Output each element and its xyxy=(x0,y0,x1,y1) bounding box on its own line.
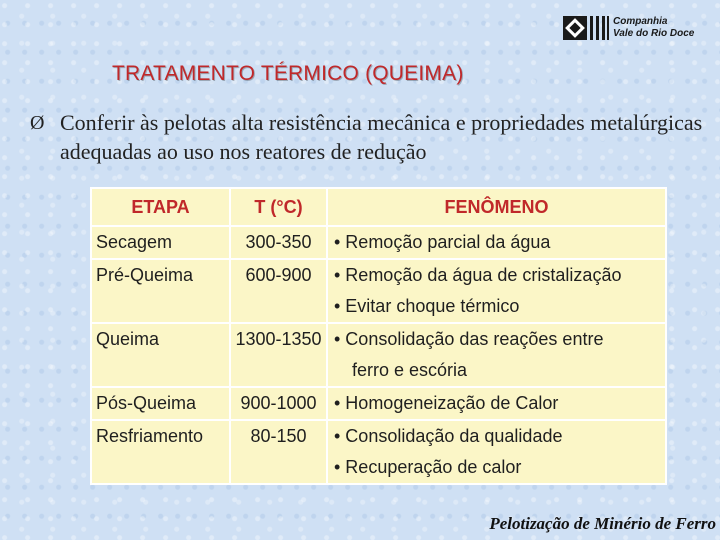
stage-cell xyxy=(91,420,230,484)
phenomenon-cell xyxy=(327,323,666,387)
bullet-point xyxy=(30,108,710,166)
phenomenon-cell xyxy=(327,226,666,259)
logo-diamond-icon xyxy=(563,16,587,40)
footer-caption: Pelotização de Minério de Ferro xyxy=(489,514,716,533)
stage-text: Resfriamento xyxy=(96,426,204,446)
temp-text: 900-1000 xyxy=(240,393,317,413)
stage-cell xyxy=(91,259,230,323)
temp-cell xyxy=(230,259,327,323)
temp-text: 80-150 xyxy=(250,426,307,446)
stage-text: Pré-Queima xyxy=(96,265,194,285)
table-header-row xyxy=(91,188,666,226)
phenomenon-text: • Homogeneização de Calor xyxy=(334,393,559,413)
phenomenon-text: • Remoção da água de cristalização xyxy=(334,265,622,285)
company-logo xyxy=(563,16,713,44)
phenomenon-text: • Evitar choque térmico xyxy=(334,296,520,316)
logo-line-2: Vale do Rio Doce xyxy=(613,28,695,39)
temp-cell xyxy=(230,420,327,484)
heat-treatment-table xyxy=(90,187,667,485)
header-phenomenon: FENÔMENO xyxy=(327,188,666,226)
slide-title: TRATAMENTO TÉRMICO (QUEIMA) xyxy=(112,62,464,85)
table-row xyxy=(91,259,666,323)
phenomenon-cell xyxy=(327,420,666,484)
phenomenon-text: • Remoção parcial da água xyxy=(334,232,551,252)
phenomenon-text: • Consolidação das reações entre xyxy=(334,329,604,349)
temp-cell xyxy=(230,387,327,420)
temp-cell xyxy=(230,226,327,259)
logo-text xyxy=(613,16,694,40)
header-temperature: T (°C) xyxy=(230,188,327,226)
stage-cell xyxy=(91,226,230,259)
bullet-text: Conferir às pelotas alta resistência mecânica e propriedades metalúrgicas adequadas ao uso nos reatores de redução xyxy=(60,110,703,164)
table-row xyxy=(91,387,666,420)
stage-text: Pós-Queima xyxy=(96,393,197,413)
arrow-bullet-icon: Ø xyxy=(30,112,45,134)
table-row xyxy=(91,323,666,387)
temp-text: 600-900 xyxy=(245,265,312,285)
stage-text: Queima xyxy=(96,329,160,349)
temp-text: 1300-1350 xyxy=(235,329,322,349)
logo-bars-icon xyxy=(590,16,610,40)
table-row xyxy=(91,420,666,484)
phenomenon-text: • Consolidação da qualidade xyxy=(334,426,563,446)
temp-cell xyxy=(230,323,327,387)
phenomenon-cell xyxy=(327,259,666,323)
stage-cell xyxy=(91,323,230,387)
stage-cell xyxy=(91,387,230,420)
stage-text: Secagem xyxy=(96,232,173,252)
phenomenon-cell xyxy=(327,387,666,420)
logo-line-1: Companhia xyxy=(613,16,668,27)
temp-text: 300-350 xyxy=(245,232,312,252)
table-row xyxy=(91,226,666,259)
header-stage: ETAPA xyxy=(91,188,230,226)
phenomenon-text: ferro e escória xyxy=(352,360,468,380)
phenomenon-text: • Recuperação de calor xyxy=(334,457,522,477)
